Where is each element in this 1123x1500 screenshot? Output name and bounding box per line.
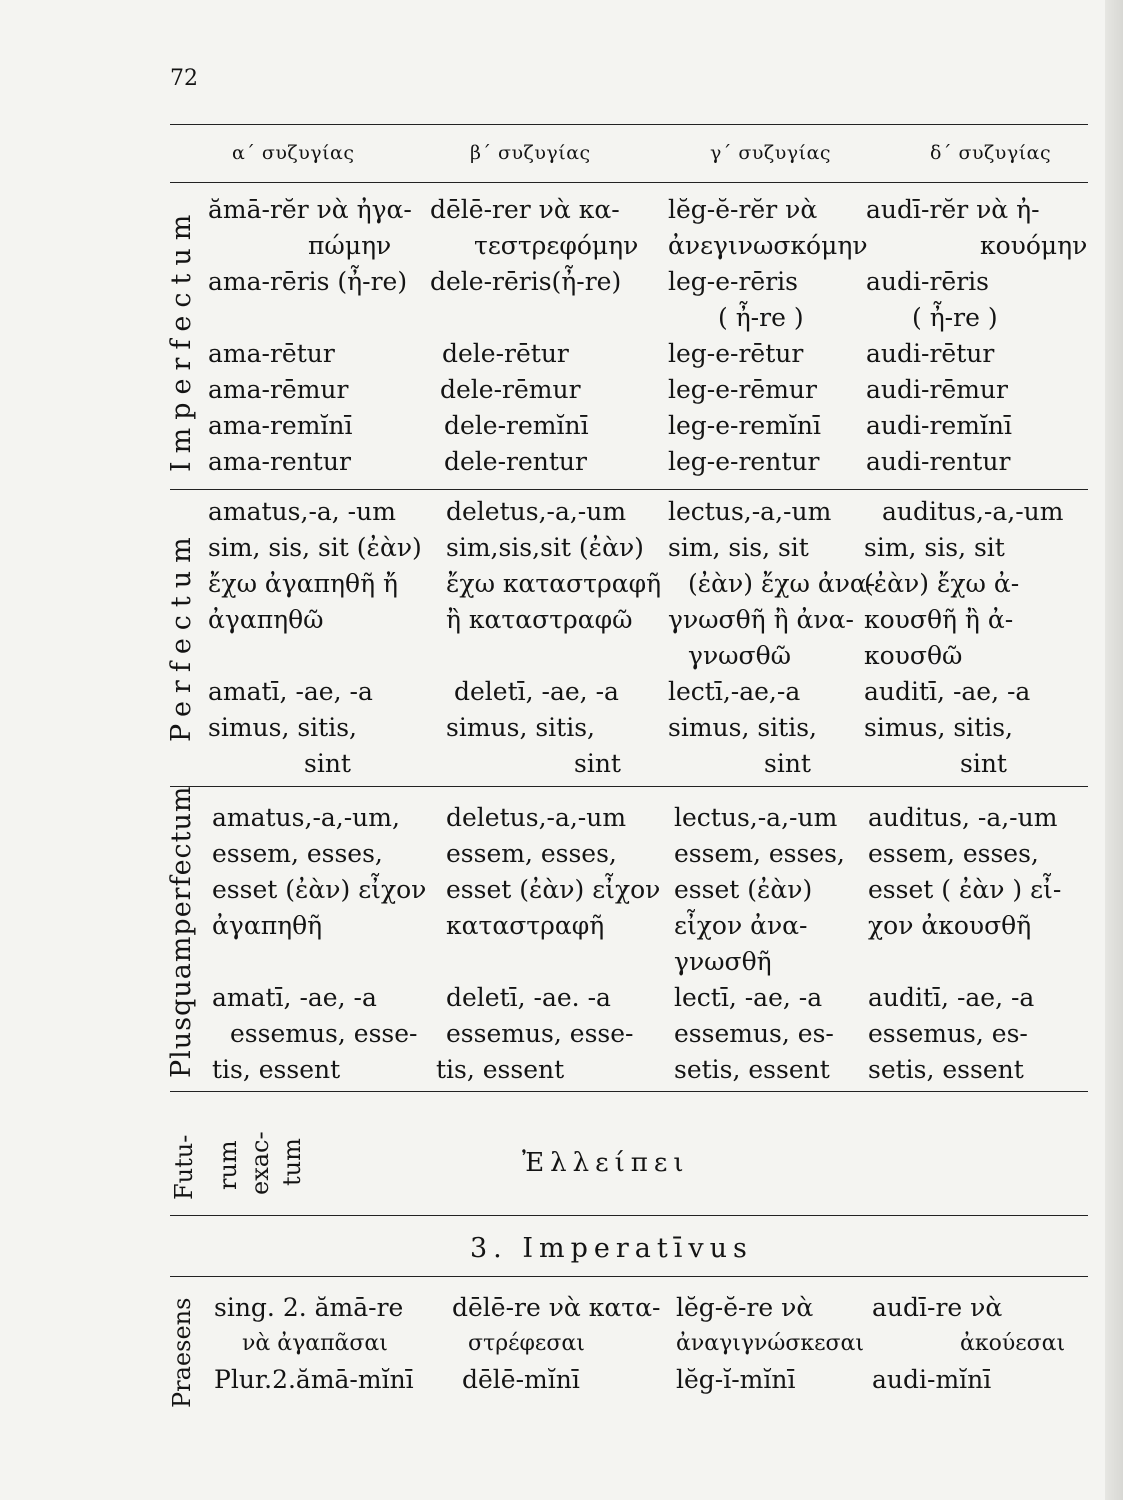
perfectum-col-1: amatus,-a, -um sim, sis, sit (ἐὰν) ἔχω ἀγαπηθῆ ἤ ἀγαπηθῶ amatī, -ae, -a simus, sitis, sint [208, 497, 422, 778]
plusquamperfectum-rule [170, 1091, 1088, 1092]
imperfectum-col-2: dēlē-rer νὰ κα- τεστρεφόμην dele-rēris(ἦ-re) dele-rētur dele-rēmur dele-remĭnī dele-rentur [430, 195, 639, 476]
imperfectum-label: Imperfectum [166, 206, 197, 472]
imperativus-title: 3. Imperatīvus [470, 1233, 753, 1264]
perfectum-rule [170, 786, 1088, 787]
praesens-col-1: sing. 2. ămā-re νὰ ἀγαπᾶσαι Plur.2.ămā-mĭnī [214, 1293, 414, 1394]
futurum-missing-text: Ἐλλείπει [522, 1148, 690, 1178]
header-col-4: δ΄ συζυγίας [930, 142, 1052, 164]
perfectum-label: Perfectum [166, 529, 197, 742]
imperativus-rule [170, 1276, 1088, 1277]
praesens-col-4: audī-re νὰ ἀκούεσαι audi-mĭnī [872, 1293, 1066, 1394]
praesens-label: Praesens [168, 1297, 196, 1408]
imperfectum-col-4: audī-rĕr νὰ ἠ- κουόμην audi-rēris ( ἦ-re ) audi-rētur audi-rēmur audi-remĭnī audi-rentur [866, 195, 1088, 476]
praesens-col-3: lĕg-ĕ-re νὰ ἀναγιγνώσκεσαι lĕg-ĭ-mĭnī [676, 1293, 864, 1394]
perfectum-col-3: lectus,-a,-um sim, sis, sit (ἐὰν) ἔχω ἀνα- γνωσθῆ ἢ ἀνα- γνωσθῶ lectī,-ae,-a simus, sitis, sint [668, 497, 876, 778]
futurum-label-line-1: Futu- [170, 1134, 198, 1200]
perfectum-col-2: deletus,-a,-um sim,sis,sit (ἐὰν) ἔχω καταστραφῆ ἢ καταστραφῶ deletī, -ae, -a simus, sitis, sint [446, 497, 662, 778]
imperfectum-rule [170, 489, 1088, 490]
plusquamperfectum-col-4: auditus, -a,-um essem, esses, esset ( ἐὰν ) εἶ- χον ἀκουσθῆ auditī, -ae, -a essemus, es- setis, essent [868, 803, 1062, 1084]
plusquamperfectum-col-1: amatus,-a,-um, essem, esses, esset (ἐὰν) εἶχον ἀγαπηθῆ amatī, -ae, -a essemus, esse- tis, essent [212, 803, 427, 1084]
futurum-rule [170, 1215, 1088, 1216]
plusquamperfectum-col-2: deletus,-a,-um essem, esses, esset (ἐὰν) εἶχον καταστραφῆ deletī, -ae. -a essemus, esse- tis, essent [436, 803, 661, 1084]
plusquamperfectum-col-3: lectus,-a,-um essem, esses, esset (ἐὰν) εἶχον ἀνα- γνωσθῆ lectī, -ae, -a essemus, es- setis, essent [674, 803, 845, 1084]
imperfectum-col-1: ămā-rĕr νὰ ἠγα- πώμην ama-rēris (ἦ-re) ama-rētur ama-rēmur ama-remĭnī ama-rentur [208, 195, 412, 476]
header-col-2: β΄ συζυγίας [470, 142, 591, 164]
page-number: 72 [170, 66, 198, 91]
header-col-1: α΄ συζυγίας [232, 142, 355, 164]
header-col-3: γ΄ συζυγίας [710, 142, 832, 164]
futurum-label-line-2: rum [214, 1140, 242, 1190]
futurum-label-line-3: exac- [246, 1131, 274, 1195]
futurum-label-line-4: tum [278, 1138, 306, 1186]
plusquamperfectum-label: Plusquamperfectum [166, 785, 197, 1078]
perfectum-col-4: auditus,-a,-um sim, sis, sit (ἐὰν) ἔχω ἀ- κουσθῆ ἢ ἀ- κουσθῶ auditī, -ae, -a simus, sitis, sint [864, 497, 1064, 778]
book-spine-shadow [1105, 0, 1123, 1500]
imperfectum-col-3: lĕg-ĕ-rĕr νὰ ἀνεγινωσκόμην leg-e-rēris ( ἦ-re ) leg-e-rētur leg-e-rēmur leg-e-remĭnī leg-e-rentur [668, 195, 868, 476]
top-rule [170, 124, 1088, 125]
praesens-col-2: dēlē-re νὰ κατα- στρέφεσαι dēlē-mĭnī [452, 1293, 661, 1394]
header-rule [170, 182, 1088, 183]
